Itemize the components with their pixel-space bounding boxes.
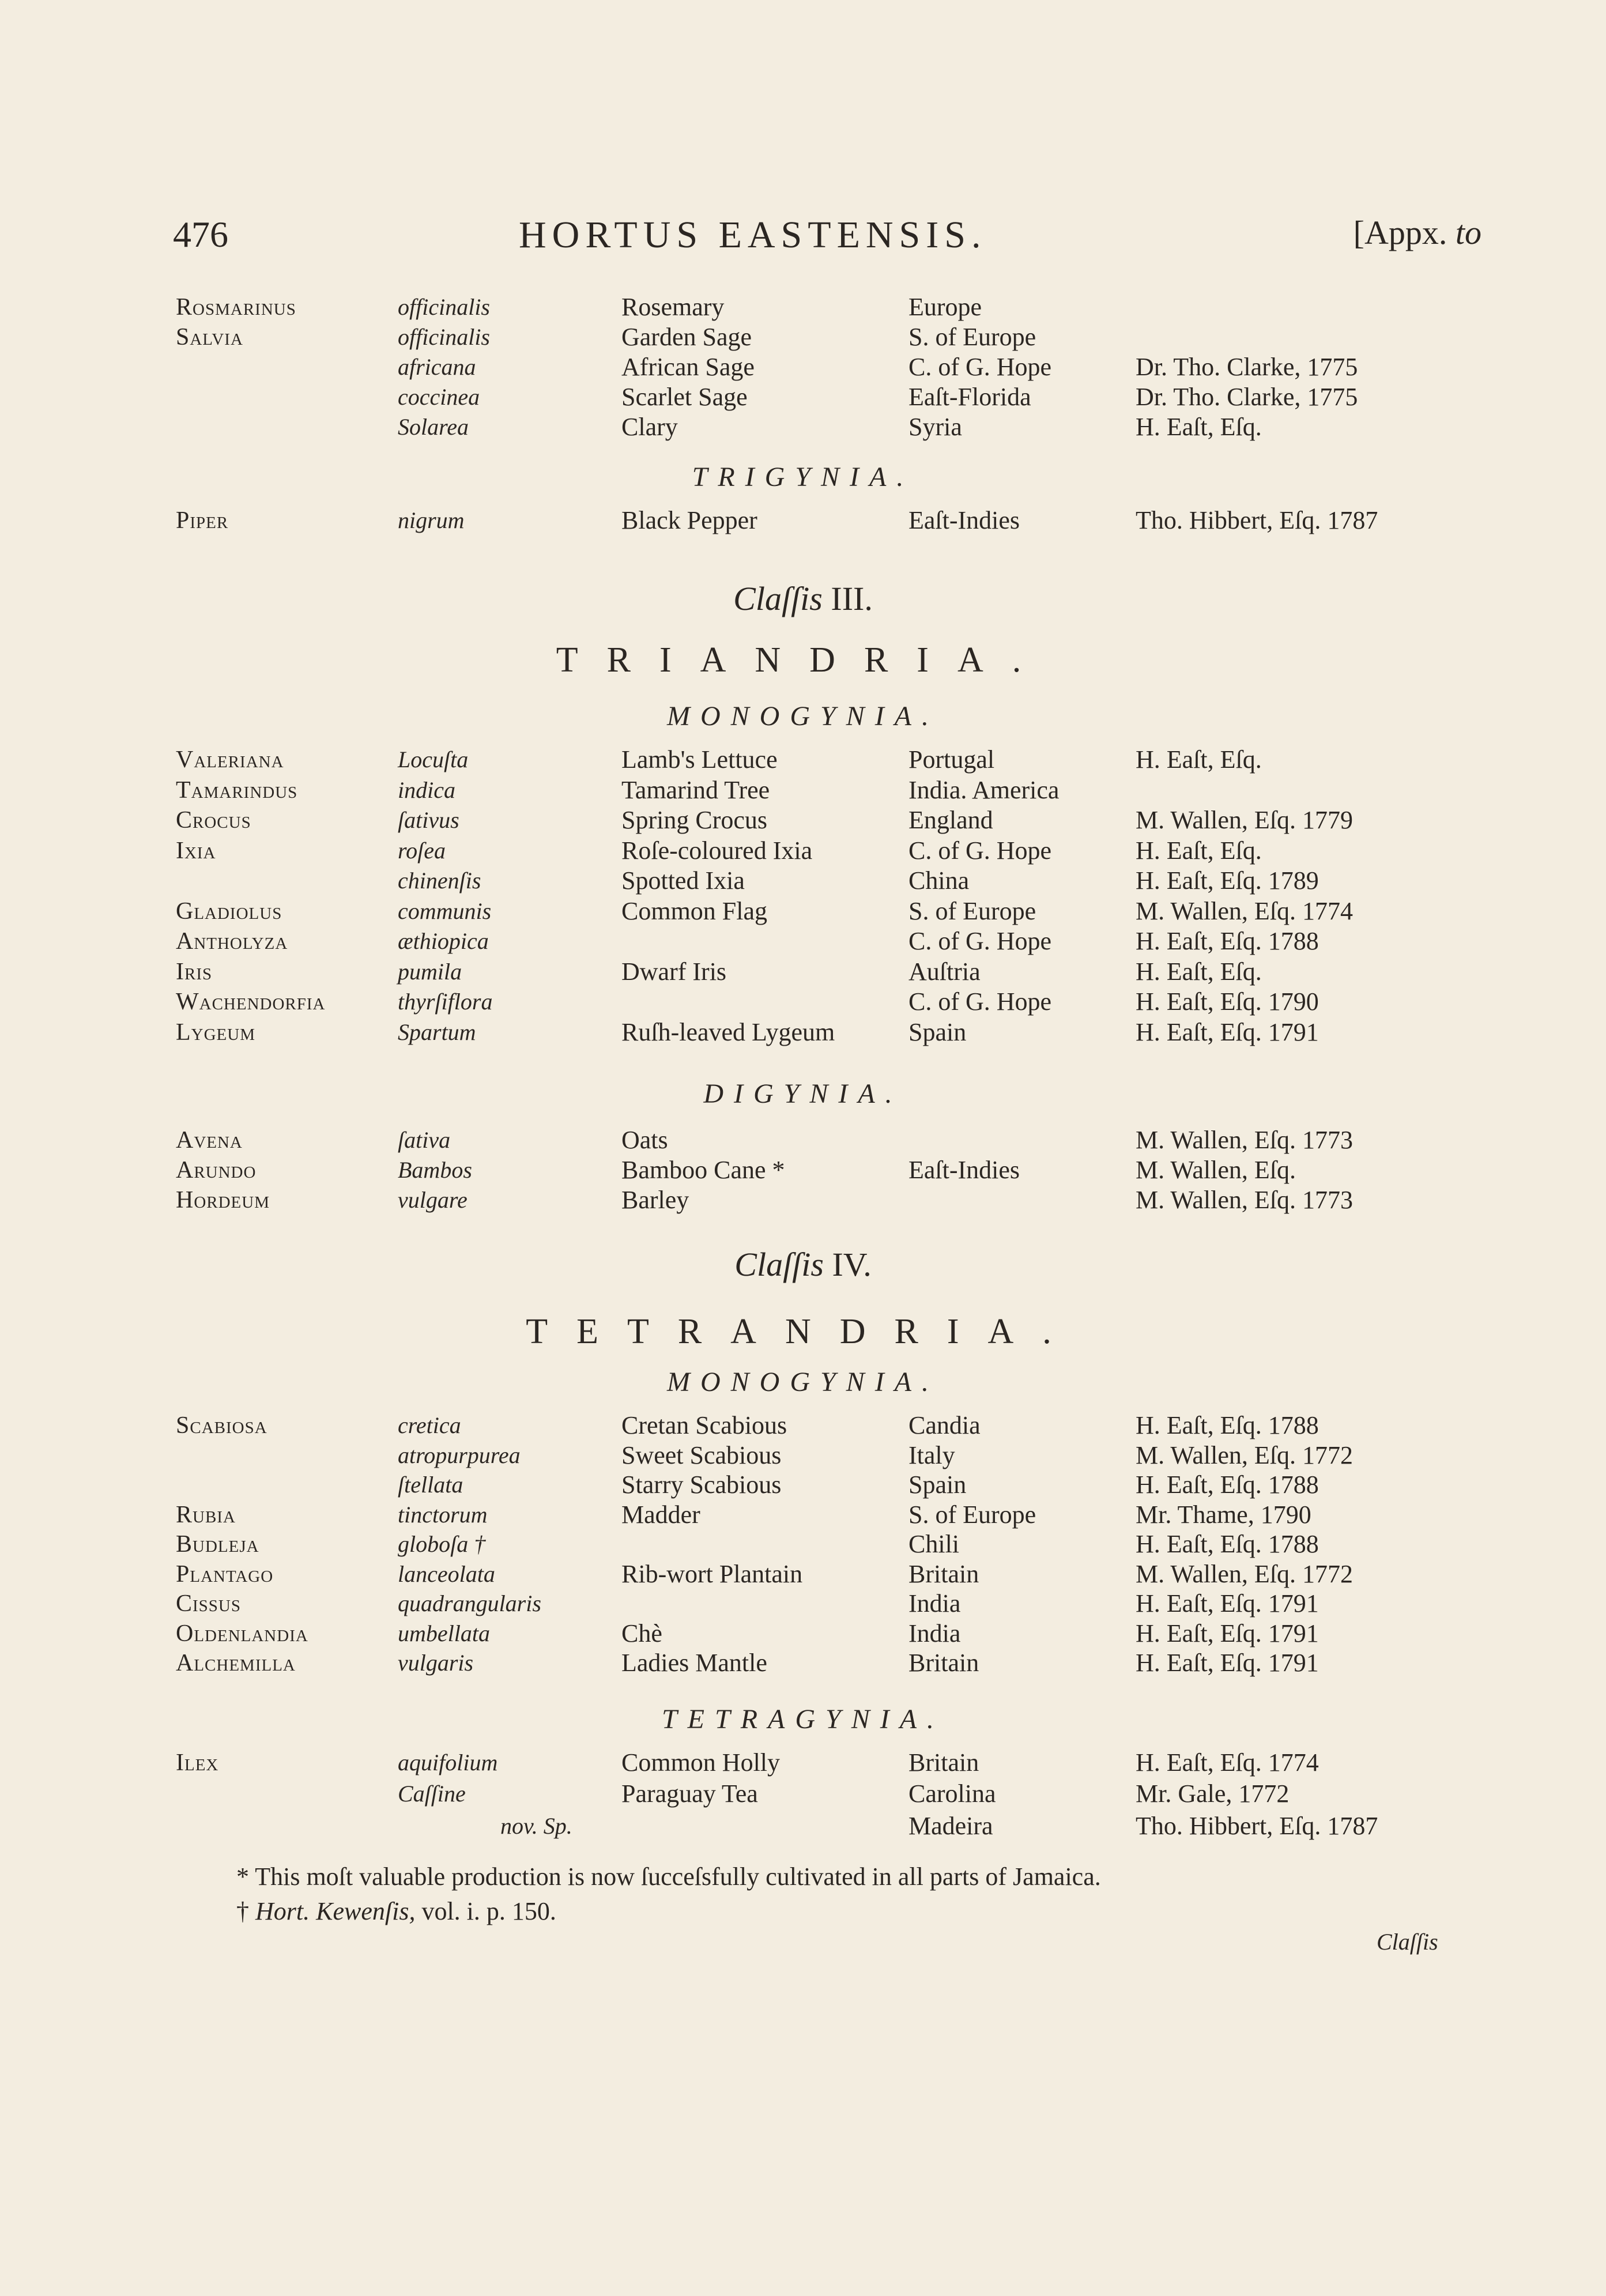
page-header xyxy=(173,213,1481,265)
genus-name: Crocus xyxy=(176,807,251,834)
entry-row xyxy=(0,1558,1606,1590)
genus-name: Hordeum xyxy=(176,1187,270,1213)
species-name: ſativus xyxy=(398,807,459,833)
native-country: C. of G. Hope xyxy=(908,927,1052,955)
introduced-by: M. Wallen, Eſq. 1772 xyxy=(1136,1441,1353,1469)
page-number: 476 xyxy=(173,214,228,255)
species-name: Bambos xyxy=(398,1157,472,1183)
english-name: Barley xyxy=(621,1186,689,1214)
introduced-by: H. Eaſt, Eſq. xyxy=(1136,957,1262,986)
species-name: umbellata xyxy=(398,1620,490,1646)
native-country: Italy xyxy=(908,1441,955,1469)
species-name: nov. Sp. xyxy=(500,1813,572,1839)
entry-row xyxy=(0,351,1606,383)
native-country: C. of G. Hope xyxy=(908,353,1052,381)
english-name: Cretan Scabious xyxy=(621,1411,787,1439)
native-country: Syria xyxy=(908,413,962,441)
english-name: Lamb's Lettuce xyxy=(621,745,778,774)
entry-row xyxy=(0,925,1606,957)
english-name: African Sage xyxy=(621,353,755,381)
entry-row xyxy=(0,1499,1606,1531)
native-country: Spain xyxy=(908,1471,967,1499)
english-name: Scarlet Sage xyxy=(621,383,748,411)
native-country: India xyxy=(908,1589,961,1618)
genus-name: Scabiosa xyxy=(176,1412,267,1439)
introduced-by: H. Eaſt, Eſq. 1788 xyxy=(1136,1530,1319,1558)
entry-row xyxy=(0,321,1606,353)
english-name: Garden Sage xyxy=(621,323,752,351)
genus-name: Ixia xyxy=(176,837,216,864)
species-name: atropurpurea xyxy=(398,1442,521,1468)
native-country: India. America xyxy=(908,775,1060,804)
entry-row xyxy=(0,291,1606,323)
appendix-label: [Appx. to xyxy=(1353,214,1481,251)
native-country: England xyxy=(908,806,993,834)
entry-row-nov-sp xyxy=(0,1810,1606,1842)
species-name: officinalis xyxy=(398,324,490,350)
species-name: indica xyxy=(398,776,455,803)
species-name: vulgare xyxy=(398,1187,468,1213)
genus-name: Gladiolus xyxy=(176,898,282,925)
native-country: Auſtria xyxy=(908,957,981,986)
introduced-by: H. Eaſt, Eſq. xyxy=(1136,413,1262,441)
entry-row xyxy=(0,895,1606,928)
footnote-kewensis: † Hort. Kewenſis, vol. i. p. 150. xyxy=(236,1897,556,1925)
entry-row xyxy=(0,1154,1606,1186)
class-name-tetrandria: TETRANDRIA. xyxy=(526,1312,1080,1351)
species-name: ſativa xyxy=(398,1127,451,1153)
genus-name: Antholyza xyxy=(176,928,288,955)
species-name: cretica xyxy=(398,1412,461,1438)
genus-name: Piper xyxy=(176,507,229,534)
english-name: Chè xyxy=(621,1619,662,1647)
footnote-bamboo: * This moſt valuable production is now ſucceſsfully cultivated in all parts of Jamaica. xyxy=(236,1863,1101,1891)
introduced-by: M. Wallen, Eſq. xyxy=(1136,1156,1296,1184)
english-name: Starry Scabious xyxy=(621,1471,782,1499)
genus-name: Arundo xyxy=(176,1157,257,1183)
genus-name: Lygeum xyxy=(176,1019,255,1046)
native-country: S. of Europe xyxy=(908,896,1036,925)
english-name: Ruſh-leaved Lygeum xyxy=(621,1017,835,1046)
introduced-by: H. Eaſt, Eſq. 1788 xyxy=(1136,1411,1319,1439)
species-name: aquifolium xyxy=(398,1750,498,1775)
entry-row xyxy=(0,865,1606,897)
class-heading-iii: Claſſis III. xyxy=(733,580,873,617)
genus-name: Budleja xyxy=(176,1531,259,1558)
entry-row xyxy=(0,956,1606,988)
class-name-triandria: TRIANDRIA. xyxy=(556,640,1050,680)
english-name: Paraguay Tea xyxy=(621,1780,758,1808)
entry-row xyxy=(0,774,1606,806)
order-heading-trigynia: TRIGYNIA. xyxy=(692,462,914,492)
entry-row xyxy=(0,1528,1606,1560)
species-name: vulgaris xyxy=(398,1650,474,1676)
order-heading-monogynia: MONOGYNIA. xyxy=(666,701,939,732)
genus-name: Plantago xyxy=(176,1560,274,1588)
species-name: globoſa † xyxy=(398,1531,486,1557)
genus-name: Salvia xyxy=(176,324,243,350)
species-name: thyrſiflora xyxy=(398,989,493,1015)
english-name: Rosemary xyxy=(621,293,725,321)
species-name: ſtellata xyxy=(398,1472,463,1498)
species-name: lanceolata xyxy=(398,1560,495,1587)
english-name: Ladies Mantle xyxy=(621,1649,767,1677)
introduced-by: Tho. Hibbert, Eſq. 1787 xyxy=(1136,1812,1378,1840)
native-country: Eaſt-Indies xyxy=(908,506,1020,534)
introduced-by: H. Eaſt, Eſq. 1788 xyxy=(1136,1471,1319,1499)
species-name: pumila xyxy=(398,958,462,985)
introduced-by: H. Eaſt, Eſq. 1774 xyxy=(1136,1748,1319,1777)
introduced-by: H. Eaſt, Eſq. xyxy=(1136,836,1262,865)
introduced-by: M. Wallen, Eſq. 1773 xyxy=(1136,1126,1353,1154)
order-heading-tetragynia: TETRAGYNIA. xyxy=(661,1704,945,1735)
introduced-by: H. Eaſt, Eſq. 1791 xyxy=(1136,1649,1319,1677)
species-name: Locuſta xyxy=(398,747,469,772)
genus-name: Ilex xyxy=(176,1750,219,1776)
genus-name: Rosmarinus xyxy=(176,294,296,321)
genus-name: Wachendorfia xyxy=(176,989,326,1015)
introduced-by: H. Eaſt, Eſq. 1788 xyxy=(1136,927,1319,955)
english-name: Rib-wort Plantain xyxy=(621,1559,803,1588)
species-name: æthiopica xyxy=(398,928,489,954)
native-country: India xyxy=(908,1619,961,1647)
english-name: Spotted Ixia xyxy=(621,866,745,895)
species-name: africana xyxy=(398,354,476,380)
species-name: Spartum xyxy=(398,1019,476,1045)
genus-name: Cissus xyxy=(176,1590,241,1617)
english-name: Tamarind Tree xyxy=(621,775,770,804)
native-country: S. of Europe xyxy=(908,1500,1036,1529)
introduced-by: H. Eaſt, Eſq. 1790 xyxy=(1136,987,1319,1016)
entry-row xyxy=(0,1469,1606,1501)
introduced-by: M. Wallen, Eſq. 1773 xyxy=(1136,1186,1353,1214)
species-name: chinenſis xyxy=(398,868,481,893)
entry-row xyxy=(0,1439,1606,1472)
species-name: roſea xyxy=(398,837,446,864)
introduced-by: H. Eaſt, Eſq. 1791 xyxy=(1136,1017,1319,1046)
native-country: Britain xyxy=(908,1559,979,1588)
entry-row xyxy=(0,1124,1606,1156)
order-heading-digynia: DIGYNIA. xyxy=(703,1079,903,1109)
introduced-by: Mr. Gale, 1772 xyxy=(1136,1780,1290,1808)
introduced-by: H. Eaſt, Eſq. 1791 xyxy=(1136,1589,1319,1618)
entry-row xyxy=(0,1778,1606,1810)
entry-row xyxy=(0,1016,1606,1049)
genus-name: Iris xyxy=(176,958,213,985)
native-country: Carolina xyxy=(908,1780,996,1808)
english-name: Common Holly xyxy=(621,1748,781,1777)
english-name: Spring Crocus xyxy=(621,806,767,834)
order-heading-monogynia-iv: MONOGYNIA. xyxy=(666,1367,939,1397)
native-country: Madeira xyxy=(908,1812,993,1840)
introduced-by: Dr. Tho. Clarke, 1775 xyxy=(1136,383,1358,411)
entry-row xyxy=(0,835,1606,867)
introduced-by: H. Eaſt, Eſq. 1791 xyxy=(1136,1619,1319,1647)
native-country: Eaſt-Florida xyxy=(908,383,1031,411)
native-country: Britain xyxy=(908,1748,979,1777)
entry-row xyxy=(0,1588,1606,1620)
introduced-by: M. Wallen, Eſq. 1774 xyxy=(1136,896,1353,925)
species-name: coccinea xyxy=(398,384,480,410)
running-title: HORTUS EASTENSIS. xyxy=(519,214,987,256)
entry-row xyxy=(0,1618,1606,1650)
entry-row xyxy=(0,1184,1606,1216)
introduced-by: H. Eaſt, Eſq. xyxy=(1136,745,1262,774)
entry-row xyxy=(0,504,1606,537)
introduced-by: M. Wallen, Eſq. 1772 xyxy=(1136,1559,1353,1588)
genus-name: Avena xyxy=(176,1127,243,1153)
native-country: China xyxy=(908,866,970,895)
entry-row xyxy=(0,1747,1606,1779)
native-country: Eaſt-Indies xyxy=(908,1156,1020,1184)
native-country: Britain xyxy=(908,1649,979,1677)
native-country: Candia xyxy=(908,1411,981,1439)
introduced-by: M. Wallen, Eſq. 1779 xyxy=(1136,806,1353,834)
english-name: Bamboo Cane * xyxy=(621,1156,785,1184)
native-country: Chili xyxy=(908,1530,960,1558)
english-name: Black Pepper xyxy=(621,506,757,534)
english-name: Common Flag xyxy=(621,896,768,925)
genus-name: Rubia xyxy=(176,1501,236,1528)
introduced-by: Mr. Thame, 1790 xyxy=(1136,1500,1311,1529)
class-heading-iv: Claſſis IV. xyxy=(734,1246,872,1283)
native-country: Europe xyxy=(908,293,982,321)
introduced-by: H. Eaſt, Eſq. 1789 xyxy=(1136,866,1319,895)
species-name: quadrangularis xyxy=(398,1590,541,1616)
entry-row xyxy=(0,411,1606,443)
native-country: Spain xyxy=(908,1017,967,1046)
entry-row xyxy=(0,804,1606,836)
entry-row xyxy=(0,1409,1606,1442)
species-name: nigrum xyxy=(398,507,465,533)
english-name: Sweet Scabious xyxy=(621,1441,782,1469)
english-name: Clary xyxy=(621,413,678,441)
entry-row xyxy=(0,1647,1606,1679)
entry-row xyxy=(0,381,1606,413)
species-name: communis xyxy=(398,898,492,924)
introduced-by: Tho. Hibbert, Eſq. 1787 xyxy=(1136,506,1378,534)
genus-name: Valeriana xyxy=(176,747,284,773)
english-name: Dwarf Iris xyxy=(621,957,727,986)
native-country: Portugal xyxy=(908,745,995,774)
introduced-by: Dr. Tho. Clarke, 1775 xyxy=(1136,353,1358,381)
native-country: C. of G. Hope xyxy=(908,987,1052,1016)
genus-name: Oldenlandia xyxy=(176,1620,308,1647)
native-country: S. of Europe xyxy=(908,323,1036,351)
genus-name: Alchemilla xyxy=(176,1650,296,1676)
english-name: Roſe-coloured Ixia xyxy=(621,836,813,865)
species-name: Solarea xyxy=(398,414,469,440)
species-name: Caſſine xyxy=(398,1781,466,1807)
english-name: Madder xyxy=(621,1500,700,1529)
genus-name: Tamarindus xyxy=(176,776,298,804)
species-name: tinctorum xyxy=(398,1501,488,1528)
catchword: Claſſis xyxy=(1377,1929,1438,1955)
species-name: officinalis xyxy=(398,294,490,320)
entry-row xyxy=(0,744,1606,776)
english-name: Oats xyxy=(621,1126,668,1154)
entry-row xyxy=(0,986,1606,1018)
native-country: C. of G. Hope xyxy=(908,836,1052,865)
